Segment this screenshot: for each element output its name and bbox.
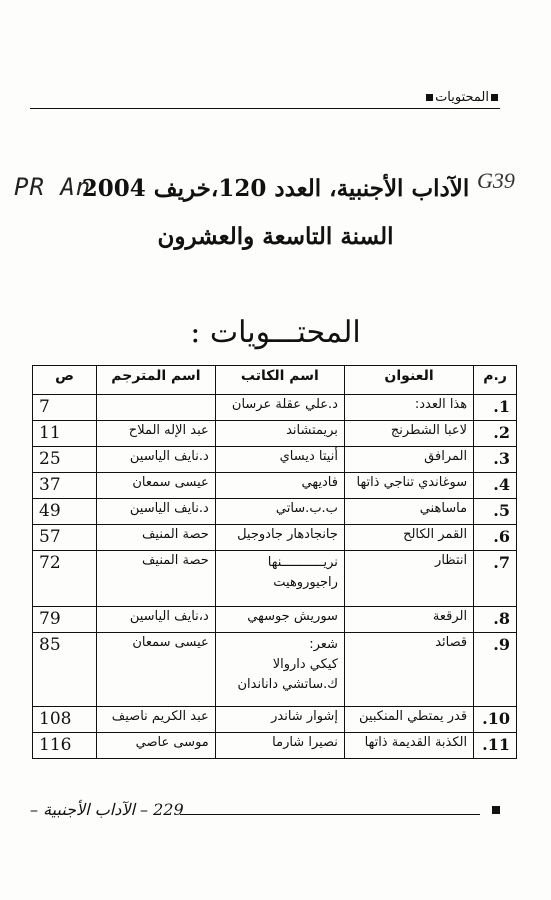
row-num: 4. (474, 473, 517, 499)
table-row (33, 473, 517, 499)
row-author: جانجادهار جادوجيل (215, 525, 344, 551)
row-page: 49 (33, 499, 97, 525)
row-num: 1. (474, 395, 517, 421)
row-author: إشوار شاندر (215, 707, 344, 733)
header-translator: اسم المترجم (97, 366, 216, 395)
table-row (33, 707, 517, 733)
row-title: المرافق (344, 447, 473, 473)
square-bullet-icon (492, 806, 500, 814)
row-author: د.علي عقلة عرسان (215, 395, 344, 421)
row-page: 57 (33, 525, 97, 551)
row-num: 2. (474, 421, 517, 447)
row-translator: د.نايف الياسين (97, 499, 216, 525)
footer-rule (180, 814, 480, 815)
row-title: سوغاندي تناجي ذاتها (344, 473, 473, 499)
table-row (33, 525, 517, 551)
header-text: المحتويات (435, 90, 489, 105)
author-line: نريـــــــــــنها (267, 555, 338, 570)
square-bullet-icon (426, 94, 433, 101)
author-line: ك.ساتشي داناندان (237, 677, 338, 692)
row-title: ماساهني (344, 499, 473, 525)
row-translator (97, 395, 216, 421)
row-author: ب.ب.ساتي (215, 499, 344, 525)
table-row (33, 499, 517, 525)
row-num: 6. (474, 525, 517, 551)
row-title: قصائد (344, 633, 473, 707)
contents-table (32, 365, 517, 759)
handwritten-note-right: G39 (477, 168, 515, 193)
row-title: هذا العدد: (344, 395, 473, 421)
handwritten-note-left: PR An (14, 173, 92, 201)
row-num: 8. (474, 607, 517, 633)
row-page: 108 (33, 707, 97, 733)
year-line: السنة التاسعة والعشرون (157, 223, 394, 250)
row-page: 116 (33, 733, 97, 759)
row-translator: عبد الكريم ناصيف (97, 707, 216, 733)
header-title: العنوان (344, 366, 473, 395)
author-line: شعر: (309, 637, 338, 652)
header-label (424, 90, 500, 105)
row-title: انتظار (344, 551, 473, 607)
square-bullet-icon (491, 94, 498, 101)
row-title: القمر الكالح (344, 525, 473, 551)
row-page: 37 (33, 473, 97, 499)
table-row (33, 551, 517, 607)
row-translator: عبد الإله الملاح (97, 421, 216, 447)
row-author: سوريش جوسهي (215, 607, 344, 633)
row-author (215, 551, 344, 607)
header-num: ر.م (474, 366, 517, 395)
table-row (33, 395, 517, 421)
table-header-row (33, 366, 517, 395)
row-page: 11 (33, 421, 97, 447)
issue-line: الآداب الأجنبية، العدد 120،خريف 2004 (81, 175, 470, 202)
contents-title: المحتـــويات : (190, 315, 361, 350)
row-page: 72 (33, 551, 97, 607)
row-author (215, 633, 344, 707)
row-author: بريمتشاند (215, 421, 344, 447)
row-page: 25 (33, 447, 97, 473)
author-line: كيكي داروالا (272, 657, 338, 672)
row-page: 85 (33, 633, 97, 707)
row-title: قدر يمتطي المنكبين (344, 707, 473, 733)
row-translator: حصة المنيف (97, 551, 216, 607)
table-row (33, 607, 517, 633)
row-translator: د،نايف الياسين (97, 607, 216, 633)
row-num: 7. (474, 551, 517, 607)
table-row (33, 421, 517, 447)
table-row (33, 733, 517, 759)
table-row (33, 633, 517, 707)
row-num: 9. (474, 633, 517, 707)
footer-text: 229 – الآداب الأجنبية – (30, 800, 184, 819)
row-num: 11. (474, 733, 517, 759)
row-page: 7 (33, 395, 97, 421)
row-author: نصيرا شارما (215, 733, 344, 759)
row-title: لاعبا الشطرنج (344, 421, 473, 447)
running-header (30, 80, 500, 109)
header-author: اسم الكاتب (215, 366, 344, 395)
row-translator: موسى عاصي (97, 733, 216, 759)
row-author: أنيتا ديساي (215, 447, 344, 473)
row-title: الكذبة القديمة ذاتها (344, 733, 473, 759)
row-translator: عيسى سمعان (97, 633, 216, 707)
running-footer (30, 800, 500, 822)
row-title: الرقعة (344, 607, 473, 633)
row-translator: د.نايف الياسين (97, 447, 216, 473)
row-page: 79 (33, 607, 97, 633)
table-row (33, 447, 517, 473)
row-num: 3. (474, 447, 517, 473)
row-translator: عيسى سمعان (97, 473, 216, 499)
row-num: 10. (474, 707, 517, 733)
row-author: فاديهي (215, 473, 344, 499)
row-translator: حصة المنيف (97, 525, 216, 551)
header-page: ص (33, 366, 97, 395)
row-num: 5. (474, 499, 517, 525)
author-line: راجيوروهيت (273, 575, 338, 590)
